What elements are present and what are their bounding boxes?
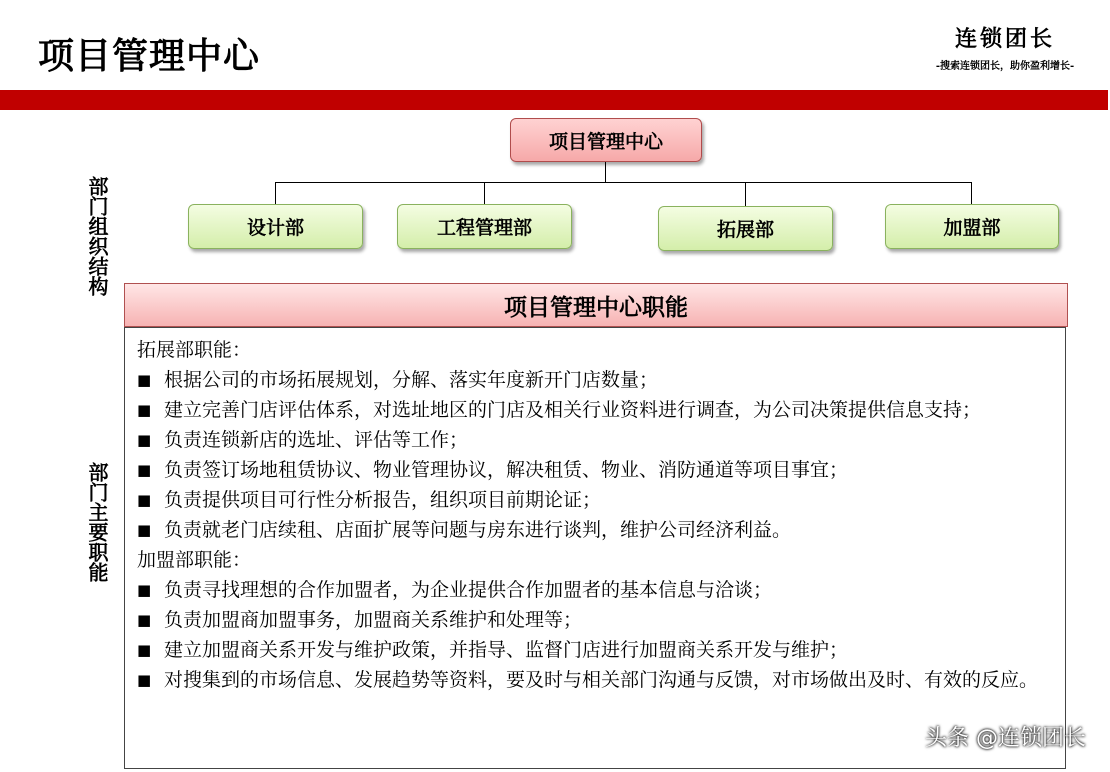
org-connector-child-1 xyxy=(275,182,276,204)
functions-body xyxy=(124,327,1066,769)
bullet-square-icon: ■ xyxy=(137,461,152,479)
list-item: ■ 负责提供项目可行性分析报告，组织项目前期论证； xyxy=(137,487,1053,514)
page-title: 项目管理中心 xyxy=(38,36,261,77)
org-connector-child-3 xyxy=(745,182,746,206)
org-connector-child-2 xyxy=(484,182,485,204)
list-item: ■ 建立加盟商关系开发与维护政策，并指导、监督门店进行加盟商关系开发与维护； xyxy=(137,637,1053,664)
bullet-square-icon: ■ xyxy=(137,401,152,419)
header-divider-bar xyxy=(0,90,1108,110)
list-item: ■ 负责加盟商加盟事务，加盟商关系维护和处理等； xyxy=(137,607,1053,634)
bullet-square-icon: ■ xyxy=(137,371,152,389)
brand-tagline: -搜索连锁团长，助你盈利增长- xyxy=(935,61,1075,72)
bullet-square-icon: ■ xyxy=(137,671,152,689)
brand-name: 连锁团长 xyxy=(954,26,1055,52)
org-node-engineering: 工程管理部 xyxy=(397,204,572,249)
org-connector-horizontal xyxy=(275,182,972,183)
watermark: 头条 @连锁团长 xyxy=(925,726,1086,751)
org-connector-root-down xyxy=(605,160,606,182)
bullet-square-icon: ■ xyxy=(137,641,152,659)
brand-logo xyxy=(930,22,1080,72)
org-node-expansion: 拓展部 xyxy=(658,206,833,251)
org-node-franchise: 加盟部 xyxy=(885,204,1059,249)
bullet-square-icon: ■ xyxy=(137,581,152,599)
list-item: ■ 建立完善门店评估体系，对选址地区的门店及相关行业资料进行调查，为公司决策提供信息支持； xyxy=(137,397,1053,424)
list-item: ■ 对搜集到的市场信息、发展趋势等资料，要及时与相关部门沟通与反馈，对市场做出及时、有效的反应。 xyxy=(137,667,1053,694)
group-title-franchise: 加盟部职能： xyxy=(137,549,252,571)
side-label-org-structure: 部门组织结构 xyxy=(85,176,109,296)
bullet-square-icon: ■ xyxy=(137,611,152,629)
org-node-design: 设计部 xyxy=(188,204,363,249)
org-connector-child-4 xyxy=(971,182,972,204)
functions-header: 项目管理中心职能 xyxy=(124,283,1068,327)
bullet-square-icon: ■ xyxy=(137,521,152,539)
side-label-main-functions: 部门主要职能 xyxy=(85,462,109,582)
list-item: ■ 负责签订场地租赁协议、物业管理协议，解决租赁、物业、消防通道等项目事宜； xyxy=(137,457,1053,484)
bullet-square-icon: ■ xyxy=(137,431,152,449)
list-item: ■ 负责寻找理想的合作加盟者，为企业提供合作加盟者的基本信息与洽谈； xyxy=(137,577,1053,604)
list-item: ■ 负责就老门店续租、店面扩展等问题与房东进行谈判，维护公司经济利益。 xyxy=(137,517,1053,544)
org-node-root: 项目管理中心 xyxy=(510,118,702,162)
list-item: ■ 负责连锁新店的选址、评估等工作； xyxy=(137,427,1053,454)
group-title-expansion: 拓展部职能： xyxy=(137,339,252,361)
list-item: ■ 根据公司的市场拓展规划，分解、落实年度新开门店数量； xyxy=(137,367,1053,394)
bullet-square-icon: ■ xyxy=(137,491,152,509)
